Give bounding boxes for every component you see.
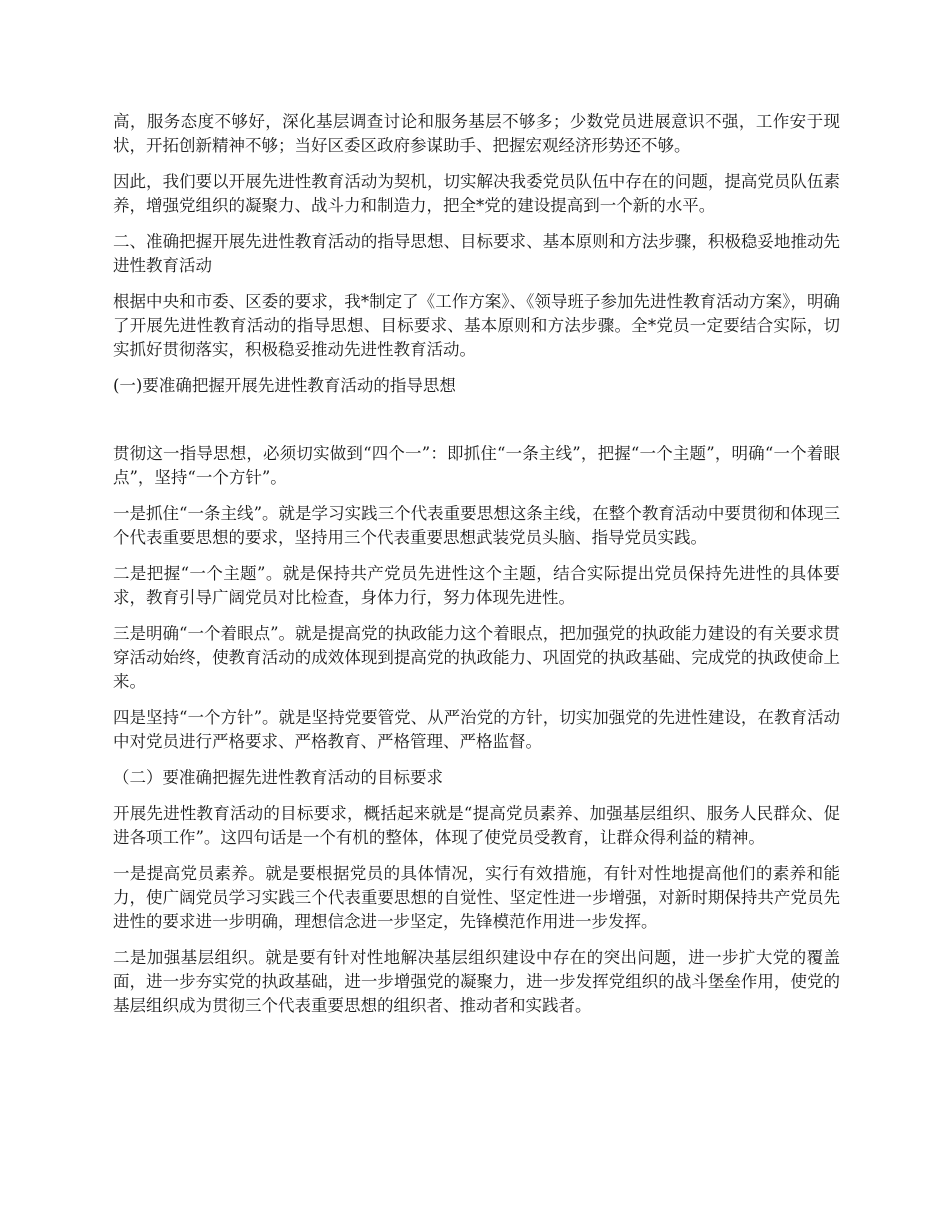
paragraph-1: 高，服务态度不够好，深化基层调查讨论和服务基层不够多；少数党员进展意识不强，工作安于现状，开拓创新精神不够；当好区委区政府参谋助手、把握宏观经济形势还不够。 (113, 112, 840, 155)
subsection-heading-1: (一)要准确把握开展先进性教育活动的指导思想 (113, 376, 456, 395)
paragraph-8: 二是把握“一个主题”。就是保持共产党员先进性这个主题，结合实际提出党员保持先进性的具体要求，教育引导广阔党员对比检查，身体力行，努力体现先进性。 (113, 564, 840, 607)
paragraph-7: 一是抓住“一条主线”。就是学习实践三个代表重要思想这条主线，在整个教育活动中要贯彻和体现三个代表重要思想的要求，坚持用三个代表重要思想武装党员头脑、指导党员实践。 (113, 504, 840, 547)
paragraph-14: 二是加强基层组织。就是要有针对性地解决基层组织建设中存在的突出问题，进一步扩大党的覆盖面，进一步夯实党的执政基础，进一步增强党的凝聚力，进一步发挥党组织的战斗堡垒作用，使党的基层组织成为贯彻三个代表重要思想的组织者、推动者和实践者。 (113, 948, 840, 1015)
subsection-heading-2: （二）要准确把握先进性教育活动的目标要求 (113, 768, 443, 787)
paragraph-10: 四是坚持“一个方针”。就是坚持党要管党、从严治党的方针，切实加强党的先进性建设，在教育活动中对党员进行严格要求、严格教育、严格管理、严格监督。 (113, 708, 840, 751)
paragraph-9: 三是明确“一个着眼点”。就是提高党的执政能力这个着眼点，把加强党的执政能力建设的有关要求贯穿活动始终，使教育活动的成效体现到提高党的执政能力、巩固党的执政基础、完成党的执政使命上来。 (113, 624, 840, 691)
paragraph-4: 根据中央和市委、区委的要求，我*制定了《工作方案》、《领导班子参加先进性教育活动方案》，明确了开展先进性教育活动的指导思想、目标要求、基本原则和方法步骤。全*党员一定要结合实际，切实抓好贯彻落实，积极稳妥推动先进性教育活动。 (113, 292, 840, 359)
document-body (113, 110, 840, 1030)
paragraph-6: 贯彻这一指导思想，必须切实做到“四个一”：即抓住“一条主线”，把握“一个主题”，明确“一个着眼点”，坚持“一个方针”。 (113, 444, 840, 487)
section-heading-2: 二、准确把握开展先进性教育活动的指导思想、目标要求、基本原则和方法步骤，积极稳妥地推动先进性教育活动 (113, 232, 840, 275)
paragraph-13: 一是提高党员素养。就是要根据党员的具体情况，实行有效措施，有针对性地提高他们的素养和能力，使广阔党员学习实践三个代表重要思想的自觉性、坚定性进一步增强，对新时期保持共产党员先进性的要求进一步明确，理想信念进一步坚定，先锋模范作用进一步发挥。 (113, 864, 840, 931)
paragraph-2: 因此，我们要以开展先进性教育活动为契机，切实解决我委党员队伍中存在的问题，提高党员队伍素养，增强党组织的凝聚力、战斗力和制造力，把全*党的建设提高到一个新的水平。 (113, 172, 840, 215)
paragraph-12: 开展先进性教育活动的目标要求，概括起来就是“提高党员素养、加强基层组织、服务人民群众、促进各项工作”。这四句话是一个有机的整体，体现了使党员受教育，让群众得利益的精神。 (113, 804, 840, 847)
